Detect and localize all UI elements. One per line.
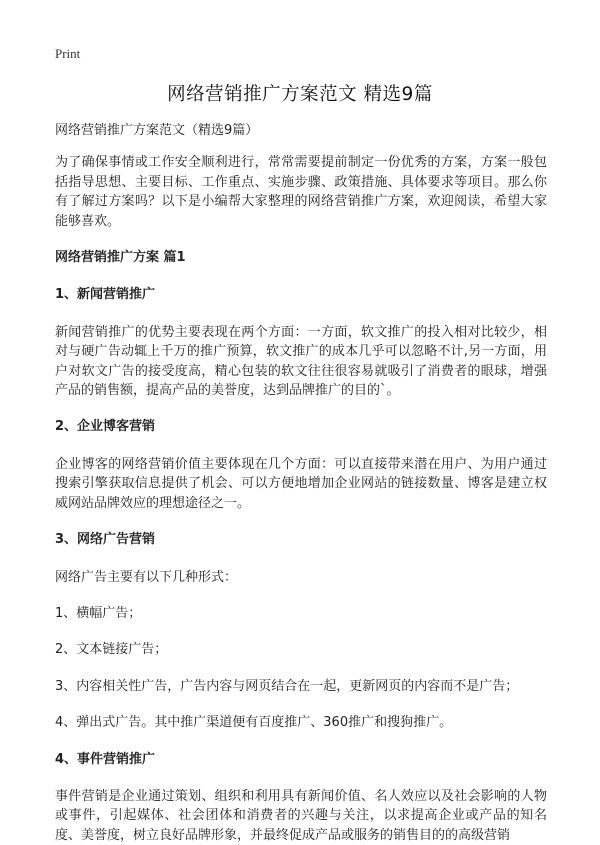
- article-subtitle: 网络营销推广方案范文（精选9篇）: [55, 123, 259, 138]
- paragraph-event-marketing: 事件营销是企业通过策划、组织和利用具有新闻价值、名人效应以及社会影响的人物或事件，引起媒体、社会团体和消费者的兴趣与关注，以求提高企业或产品的知名度、美誉度，树立良好品牌形象，并最终促成产品或服务的销售目的的高级营销: [55, 788, 547, 843]
- section-heading: 网络营销推广方案 篇1: [55, 250, 186, 266]
- list-item: 3、内容相关性广告，广告内容与网页结合在一起，更新网页的内容而不是广告；: [55, 678, 519, 694]
- subheading-ad-marketing: 3、网络广告营销: [55, 532, 156, 548]
- list-item: 1、横幅广告；: [55, 605, 142, 621]
- subheading-news-marketing: 1、新闻营销推广: [55, 287, 156, 303]
- article-body: [55, 121, 547, 845]
- print-link[interactable]: Print: [55, 46, 81, 61]
- list-item: 2、文本链接广告；: [55, 642, 168, 658]
- intro-paragraph: 为了确保事情或工作安全顺利进行，常常需要提前制定一份优秀的方案，方案一般包括指导思想、主要目标、工作重点、实施步骤、政策措施、具体要求等项目。那么你有了解过方案吗？以下是小编帮大家整理的网络营销推广方案，欢迎阅读，希望大家能够喜欢。: [55, 155, 547, 229]
- paragraph-blog-marketing: 企业博客的网络营销价值主要体现在几个方面：可以直接带来潜在用户、为用户通过搜索引擎获取信息提供了机会、可以方便地增加企业网站的链接数量、博客是建立权威网站品牌效应的理想途径之一。: [55, 456, 547, 511]
- paragraph-news-marketing: 新闻营销推广的优势主要表现在两个方面：一方面，软文推广的投入相对比较少，相对与硬广告动辄上千万的推广预算，软文推广的成本几乎可以忽略不计,另一方面，用户对软文广告的接受度高，精心包装的软文往往很容易就吸引了消费者的眼球，增强产品的销售额，提高产品的美誉度，达到品牌推广的目的`。: [55, 324, 547, 399]
- subheading-event-marketing: 4、事件营销推广: [55, 751, 156, 767]
- paragraph-ad-forms: 网络广告主要有以下几种形式：: [55, 569, 238, 585]
- page-title: 网络营销推广方案范文 精选9篇: [167, 84, 433, 105]
- list-item: 4、弹出式广告。其中推广渠道便有百度推广、360推广和搜狗推广。: [55, 715, 453, 731]
- subheading-blog-marketing: 2、企业博客营销: [55, 419, 156, 435]
